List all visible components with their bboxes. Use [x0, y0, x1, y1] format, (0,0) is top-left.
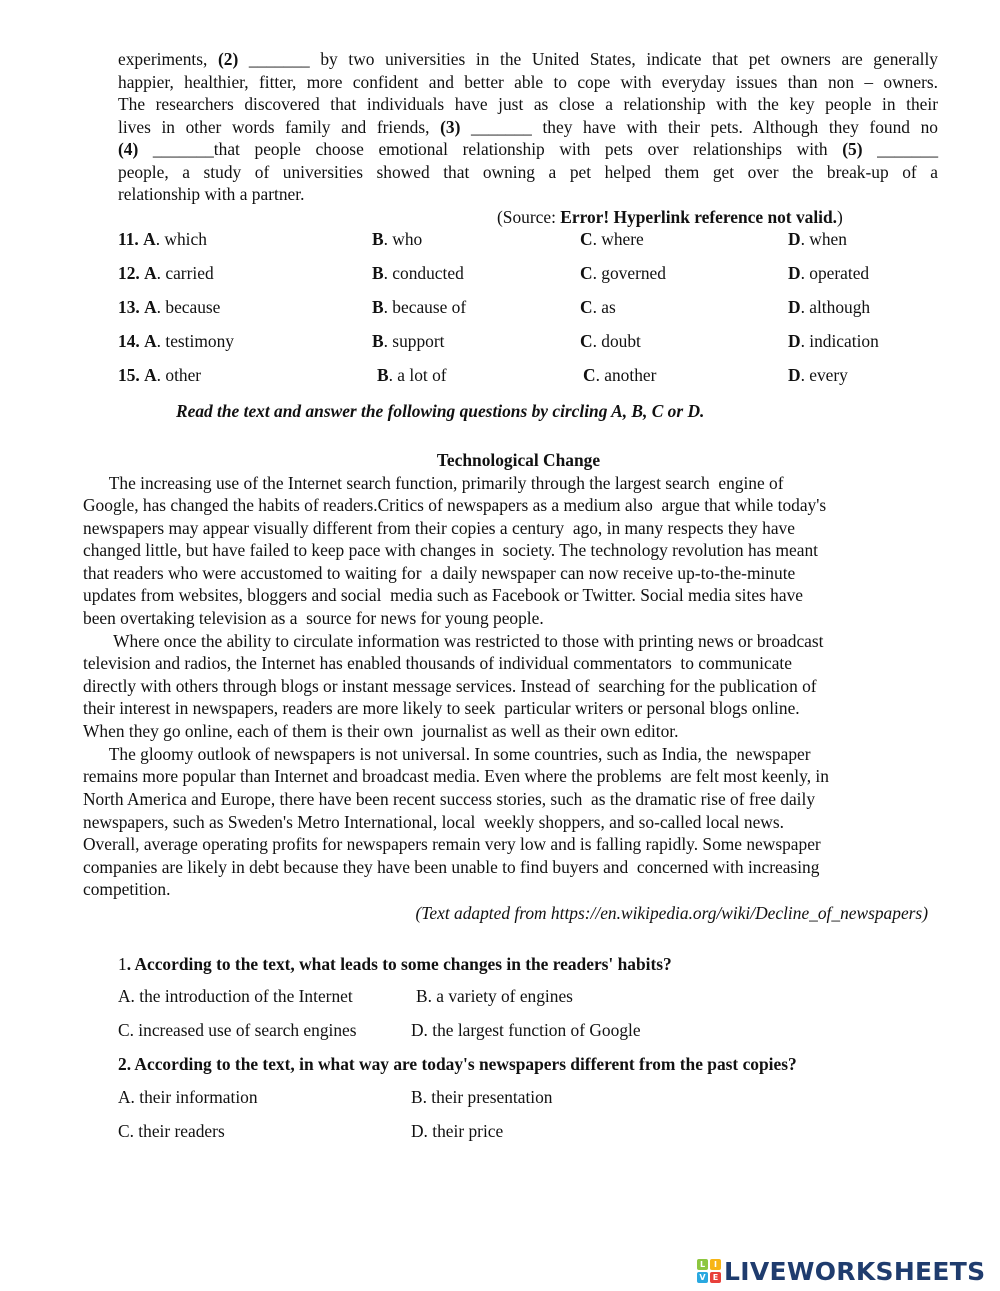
- q2-option-d[interactable]: D. their price: [411, 1121, 504, 1141]
- option-letter: A: [144, 365, 157, 385]
- option-text: . other: [156, 365, 202, 385]
- q1-option-b[interactable]: B. a variety of engines: [416, 986, 573, 1006]
- source-prefix: (Source:: [497, 207, 561, 227]
- passage-line: Google, has changed the habits of readers.Critics of newspapers as a medium also argue that while today's: [83, 495, 827, 515]
- option-c[interactable]: [580, 261, 666, 285]
- option-d[interactable]: [788, 227, 847, 251]
- live-blocks-icon: [697, 1259, 721, 1283]
- passage-line: The gloomy outlook of newspapers is not universal. In some countries, such as India, the newspaper: [83, 744, 811, 764]
- passage-line: changed little, but have failed to keep pace with changes in society. The technology revolution has meant: [83, 540, 818, 560]
- passage-line: that readers who were accustomed to waiting for a daily newspaper can now receive up-to-the-minute: [83, 563, 796, 583]
- option-text: . who: [383, 229, 423, 249]
- option-a[interactable]: [118, 295, 220, 319]
- option-letter: C: [583, 365, 596, 385]
- blank-number: (5): [842, 139, 863, 159]
- option-text: . although: [800, 297, 871, 317]
- passage-line: directly with others through blogs or instant message services. Instead of searching for the publication of: [83, 676, 817, 696]
- passage-line: When they go online, each of them is their own journalist as well as their own editor.: [83, 721, 679, 741]
- cloze-source: [497, 206, 843, 228]
- question-number: 2.: [118, 1054, 132, 1074]
- option-b[interactable]: [377, 363, 447, 387]
- passage-line: Where once the ability to circulate information was restricted to those with printing news or broadcast: [83, 631, 824, 651]
- option-letter: B: [377, 365, 389, 385]
- option-letter: D: [788, 297, 801, 317]
- option-b[interactable]: [372, 295, 466, 319]
- text-run: relationship with a partner.: [118, 184, 305, 204]
- option-text: . conducted: [383, 263, 464, 283]
- option-a[interactable]: [118, 227, 207, 251]
- option-b[interactable]: [372, 227, 422, 251]
- blank-number: (3): [440, 117, 461, 137]
- q1-option-a[interactable]: A. the introduction of the Internet: [118, 986, 353, 1006]
- q2-option-a[interactable]: A. their information: [118, 1087, 258, 1107]
- option-text: . every: [800, 365, 848, 385]
- question-2-stem: [118, 1053, 797, 1075]
- option-text: . carried: [156, 263, 214, 283]
- q1-option-c[interactable]: C. increased use of search engines: [118, 1020, 357, 1040]
- passage-line: Overall, average operating profits for newspapers remain very low and is falling rapidly. Some newspaper: [83, 834, 821, 854]
- option-text: . governed: [592, 263, 666, 283]
- text-run: _______ they have with their pets. Although they found no: [460, 117, 938, 137]
- option-d[interactable]: [788, 329, 879, 353]
- option-text: . a lot of: [388, 365, 447, 385]
- text-run: _______that people choose emotional relationship with pets over relationships with: [138, 139, 843, 159]
- text-run: _______ by two universities in the United States, indicate that pet owners are generally: [238, 49, 938, 69]
- option-text: . as: [592, 297, 616, 317]
- question-text: . According to the text, what leads to some changes in the readers' habits?: [126, 954, 672, 974]
- option-text: . another: [595, 365, 657, 385]
- option-c[interactable]: [583, 363, 656, 387]
- passage-line: updates from websites, bloggers and social media such as Facebook or Twitter. Social media sites have: [83, 585, 803, 605]
- option-letter: B: [372, 263, 384, 283]
- passage-line: North America and Europe, there have been recent success stories, such as the dramatic rise of free daily: [83, 789, 816, 809]
- option-text: . because of: [383, 297, 467, 317]
- option-letter: D: [788, 263, 801, 283]
- option-letter: A: [143, 229, 156, 249]
- question-number: 1: [118, 954, 127, 974]
- question-number: 13.: [118, 297, 140, 317]
- blank-number: (4): [118, 139, 139, 159]
- option-b[interactable]: [372, 261, 464, 285]
- text-run: The researchers discovered that individuals have just as close a relationship with the key people in their: [118, 94, 938, 114]
- instruction: Read the text and answer the following questions by circling A, B, C or D.: [176, 401, 705, 421]
- block-i: I: [710, 1259, 721, 1270]
- option-letter: A: [144, 263, 157, 283]
- option-letter: B: [372, 331, 384, 351]
- passage-line: their interest in newspapers, readers are more likely to seek particular writers or personal blogs online.: [83, 698, 800, 718]
- question-row-14: [118, 329, 938, 353]
- option-text: . when: [800, 229, 847, 249]
- passage-line: newspapers may appear visually different from their copies a century ago, in many respects they have: [83, 518, 795, 538]
- option-text: . indication: [800, 331, 879, 351]
- option-letter: C: [580, 297, 593, 317]
- option-text: . support: [383, 331, 445, 351]
- cloze-line: [118, 116, 938, 138]
- option-letter: C: [580, 331, 593, 351]
- option-a[interactable]: [118, 261, 214, 285]
- option-letter: B: [372, 297, 384, 317]
- option-a[interactable]: [118, 329, 234, 353]
- question-number: 11.: [118, 229, 139, 249]
- question-number: 12.: [118, 263, 140, 283]
- option-letter: C: [580, 263, 593, 283]
- source-suffix: ): [837, 207, 843, 227]
- text-run: happier, healthier, fitter, more confident and better able to cope with everyday issues than non – owners.: [118, 72, 938, 92]
- question-number: 14.: [118, 331, 140, 351]
- liveworksheets-logo: [697, 1256, 985, 1286]
- option-letter: D: [788, 229, 801, 249]
- option-d[interactable]: [788, 363, 848, 387]
- block-l: L: [697, 1259, 708, 1270]
- text-run: experiments,: [118, 49, 218, 69]
- option-letter: C: [580, 229, 593, 249]
- block-v: V: [697, 1272, 708, 1283]
- text-run: lives in other words family and friends,: [118, 117, 441, 137]
- q1-option-d[interactable]: D. the largest function of Google: [411, 1020, 641, 1040]
- cloze-line: [118, 161, 938, 183]
- text-run: _______: [862, 139, 939, 159]
- text-run: people, a study of universities showed that owning a pet helped them get over the break-up of a: [118, 162, 938, 182]
- question-row-13: [118, 295, 938, 319]
- passage-line: competition.: [83, 879, 171, 899]
- option-text: . doubt: [592, 331, 641, 351]
- option-text: . where: [592, 229, 644, 249]
- passage-line: television and radios, the Internet has enabled thousands of individual commentators to communicate: [83, 653, 792, 673]
- option-letter: B: [372, 229, 384, 249]
- option-d[interactable]: [788, 295, 870, 319]
- option-c[interactable]: [580, 227, 644, 251]
- option-a[interactable]: [118, 363, 201, 387]
- cloze-line: [118, 183, 304, 205]
- option-text: . because: [156, 297, 221, 317]
- question-row-15: [118, 363, 938, 387]
- blank-number: (2): [217, 49, 239, 69]
- q2-option-b[interactable]: B. their presentation: [411, 1087, 553, 1107]
- option-letter: D: [788, 365, 801, 385]
- option-letter: D: [788, 331, 801, 351]
- passage-line: The increasing use of the Internet search function, primarily through the largest search engine of: [83, 473, 784, 493]
- option-c[interactable]: [580, 329, 641, 353]
- option-letter: A: [144, 297, 157, 317]
- q2-option-c[interactable]: C. their readers: [118, 1121, 225, 1141]
- cloze-line: [118, 48, 938, 70]
- passage-line: newspapers, such as Sweden's Metro International, local weekly shoppers, and so-called local news.: [83, 812, 784, 832]
- option-d[interactable]: [788, 261, 869, 285]
- passage-line: remains more popular than Internet and broadcast media. Even where the problems are felt most keenly, in: [83, 766, 829, 786]
- question-text: According to the text, in what way are today's newspapers different from the past copies?: [131, 1054, 797, 1074]
- cloze-line: [118, 71, 938, 93]
- passage-line: companies are likely in debt because they have been unable to find buyers and concerned with increasing: [83, 857, 820, 877]
- reading-citation: (Text adapted from https://en.wikipedia.org/wiki/Decline_of_newspapers): [415, 903, 928, 923]
- option-text: . which: [155, 229, 207, 249]
- option-b[interactable]: [372, 329, 444, 353]
- passage-line: been overtaking television as a source for news for young people.: [83, 608, 544, 628]
- cloze-line: [118, 138, 938, 160]
- option-text: . operated: [800, 263, 870, 283]
- cloze-line: [118, 93, 938, 115]
- option-c[interactable]: [580, 295, 616, 319]
- option-letter: A: [144, 331, 157, 351]
- question-number: 15.: [118, 365, 140, 385]
- source-error-text: Error! Hyperlink reference not valid.: [560, 207, 838, 227]
- option-text: . testimony: [156, 331, 234, 351]
- logo-wordmark: LIVEWORKSHEETS: [724, 1256, 986, 1286]
- question-row-11: [118, 227, 938, 251]
- question-row-12: [118, 261, 938, 285]
- reading-title: Technological Change: [436, 450, 601, 470]
- block-e: E: [710, 1272, 721, 1283]
- question-1-stem: [118, 953, 672, 975]
